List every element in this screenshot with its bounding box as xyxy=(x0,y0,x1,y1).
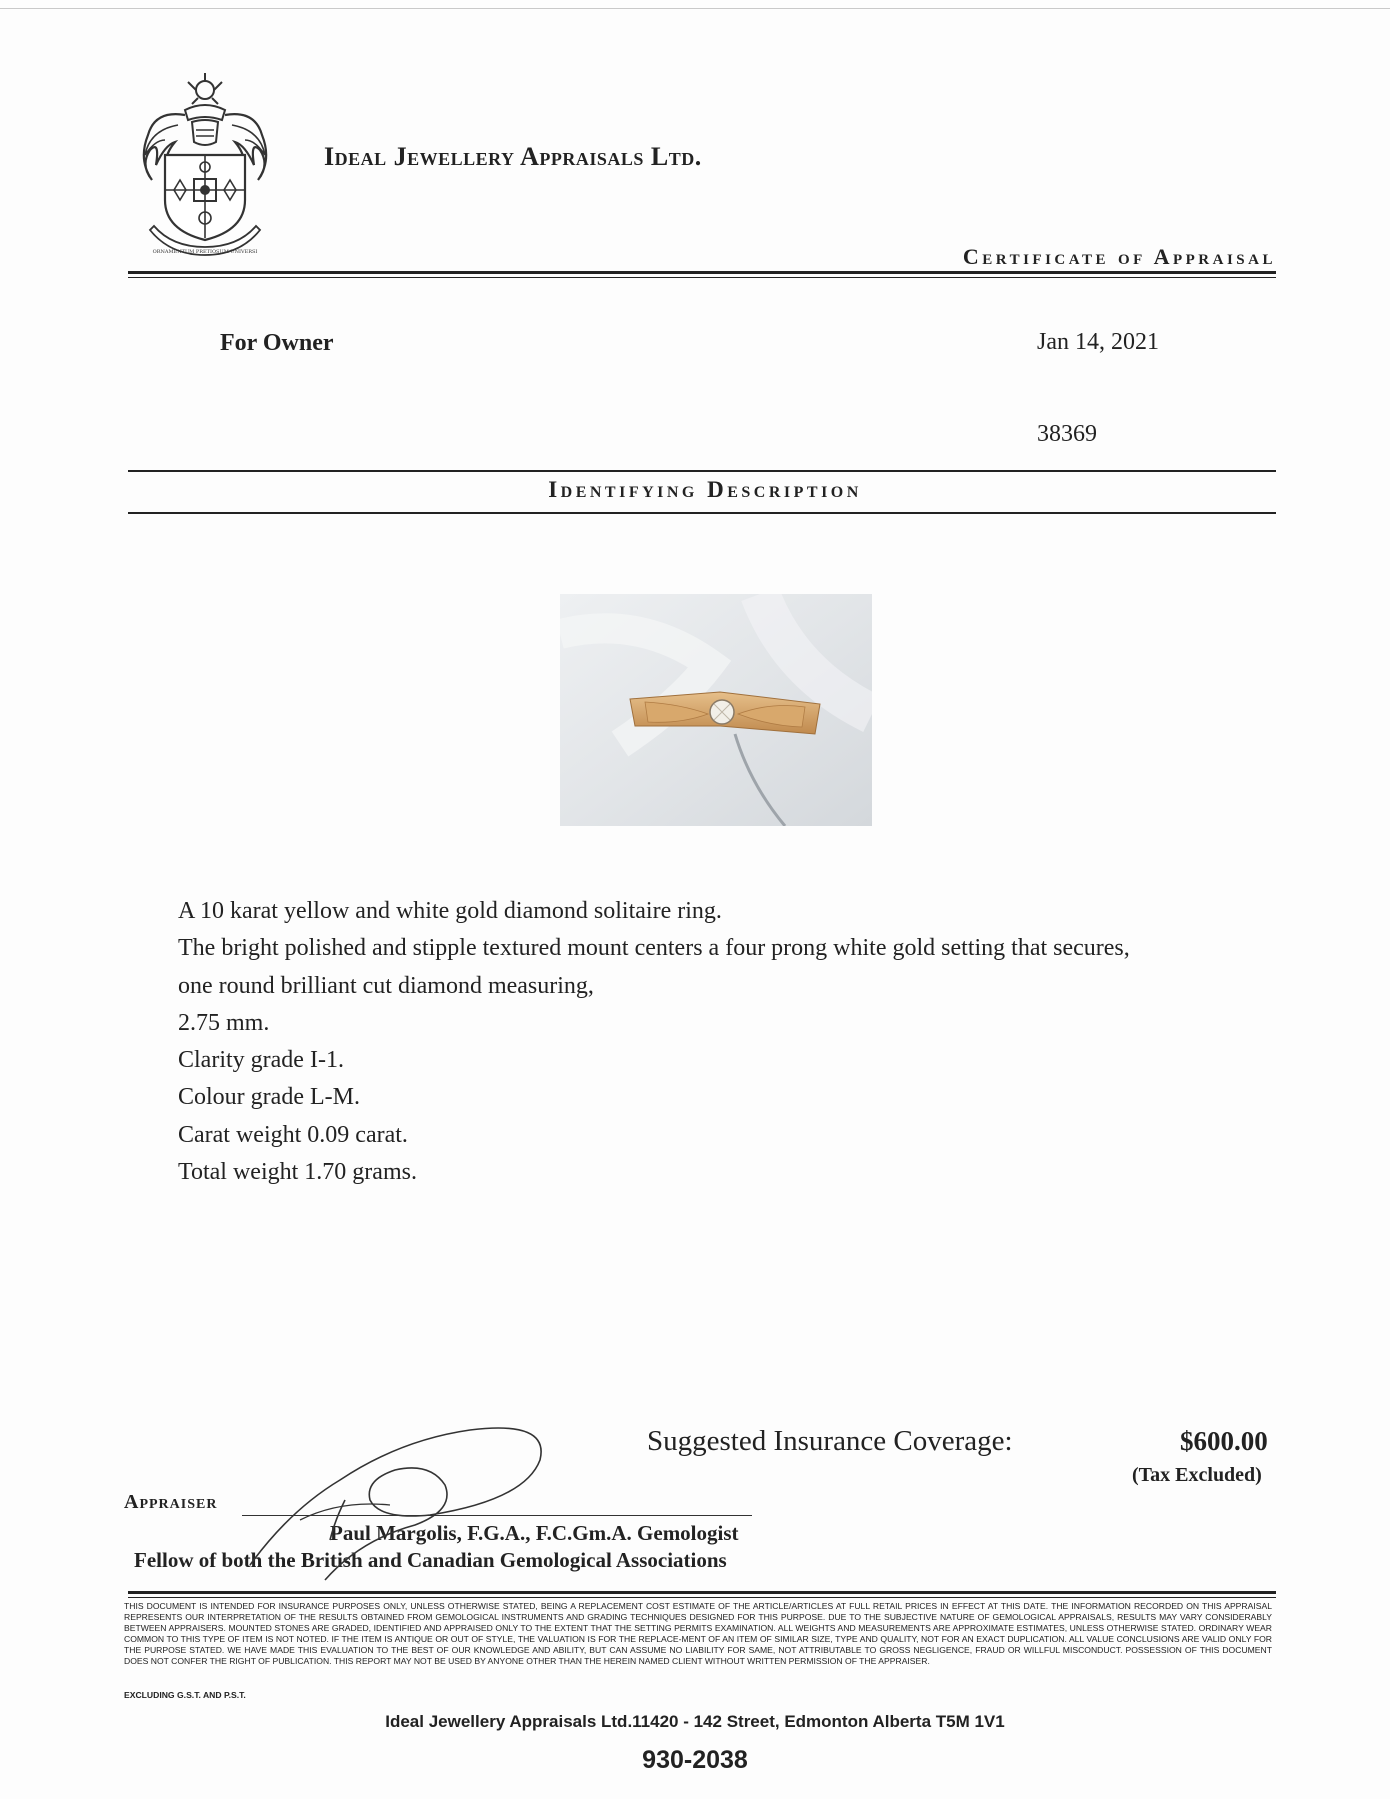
description-line: Colour grade L-M. xyxy=(178,1084,360,1111)
company-name: Ideal Jewellery Appraisals Ltd. xyxy=(324,142,702,171)
coverage-label: Suggested Insurance Coverage: xyxy=(647,1425,1013,1457)
description-line: Clarity grade I-1. xyxy=(178,1047,344,1074)
signature xyxy=(230,1390,580,1590)
appraisal-number: 38369 xyxy=(1037,421,1097,447)
appraisal-date: Jan 14, 2021 xyxy=(1037,329,1159,355)
header-rule-thick xyxy=(128,271,1276,274)
disclaimer-rule-thick xyxy=(128,1591,1276,1594)
description-line: A 10 karat yellow and white gold diamond solitaire ring. xyxy=(178,898,722,924)
section-title: Identifying Description xyxy=(548,477,862,502)
description-line: Carat weight 0.09 carat. xyxy=(178,1121,408,1148)
description-line: The bright polished and stipple textured mount centers a four prong white gold setting that secures, xyxy=(178,935,1130,962)
page-edge xyxy=(0,8,1390,9)
section-rule-top xyxy=(128,470,1276,472)
coat-of-arms-logo xyxy=(130,70,280,260)
footer-phone: 930-2038 xyxy=(642,1746,748,1774)
tax-exclusion-note: EXCLUDING G.S.T. AND P.S.T. xyxy=(124,1690,246,1700)
appraiser-label: Appraiser xyxy=(124,1491,218,1513)
description-line: one round brilliant cut diamond measuring, xyxy=(178,972,594,999)
owner-label: For Owner xyxy=(220,330,334,356)
description-line: Total weight 1.70 grams. xyxy=(178,1159,417,1186)
appraiser-name: Paul Margolis, F.G.A., F.C.Gm.A. Gemologist xyxy=(330,1521,739,1545)
disclaimer-rule-thin xyxy=(128,1597,1276,1598)
coverage-amount: $600.00 xyxy=(1180,1426,1268,1456)
header-rule-thin xyxy=(128,277,1276,278)
tax-note: (Tax Excluded) xyxy=(1132,1464,1262,1486)
certificate-title: Certificate of Appraisal xyxy=(962,244,1276,269)
footer-address: Ideal Jewellery Appraisals Ltd.11420 - 142 Street, Edmonton Alberta T5M 1V1 xyxy=(385,1712,1005,1731)
crest-motto: ORNAMENTUM PRETIOSUM UNIVERSI xyxy=(152,249,258,255)
item-description xyxy=(178,893,1130,1191)
legal-disclaimer: THIS DOCUMENT IS INTENDED FOR INSURANCE PURPOSES ONLY, UNLESS OTHERWISE STATED, BEING A REPLACEMENT COST ESTIMATE OF THE ARTICLE/ARTICLES AT FULL RETAIL PRICES IN EFFECT AT THIS DATE. THE INFORMATION RECORDED ON THIS APPRAISAL REPRESENTS OUR INTERPRETATION OF THE RESULTS OBTAINED FROM GEMOLOGICAL INSTRUMENTS AND GRADING TECHNIQUES DESIGNED FOR THIS PURPOSE. DUE TO THE SUBJECTIVE NATURE OF GEMOLOGICAL APPRAISALS, RESULTS MAY VARY CONSIDERABLY BETWEEN APPRAISERS. MOUNTED STONES ARE GRADED, IDENTIFIED AND APPRAISED ONLY TO THE EXTENT THAT THE SETTING PERMITS EXAMINATION. ALL WEIGHTS AND MEASUREMENTS ARE APPROXIMATE ESTIMATES, UNLESS OTHERWISE STATED. ORDINARY WEAR COMMON TO THIS TYPE OF ITEM IS NOT NOTED. IF THE ITEM IS ANTIQUE OR OUT OF STYLE, THE VALUATION IS FOR THE REPLACE-MENT OF AN ITEM OF SIMILAR SIZE, TYPE AND QUALITY, NOT FOR AN EXACT DUPLICATION. ALL VALUE CONCLUSIONS ARE VALID ONLY FOR THE PURPOSE STATED. WE HAVE MADE THIS EVALUATION TO THE BEST OF OUR KNOWLEDGE AND ABILITY, BUT CAN ASSUME NO LIABILITY FOR SAME, NOT ATTRIBUTABLE TO GROSS NEGLIGENCE, FRAUD OR WILLFUL MISCONDUCT. POSSESSION OF THIS DOCUMENT DOES NOT CONFER THE RIGHT OF PUBLICATION. THIS REPORT MAY NOT BE USED BY ANYONE OTHER THAN THE HEREIN NAMED CLIENT WITHOUT WRITTEN PERMISSION OF THE APPRAISER. xyxy=(124,1601,1272,1666)
ring-photo xyxy=(560,594,872,826)
description-line: 2.75 mm. xyxy=(178,1009,270,1036)
section-rule-bottom xyxy=(128,512,1276,514)
appraiser-fellowship: Fellow of both the British and Canadian Gemological Associations xyxy=(134,1548,727,1572)
